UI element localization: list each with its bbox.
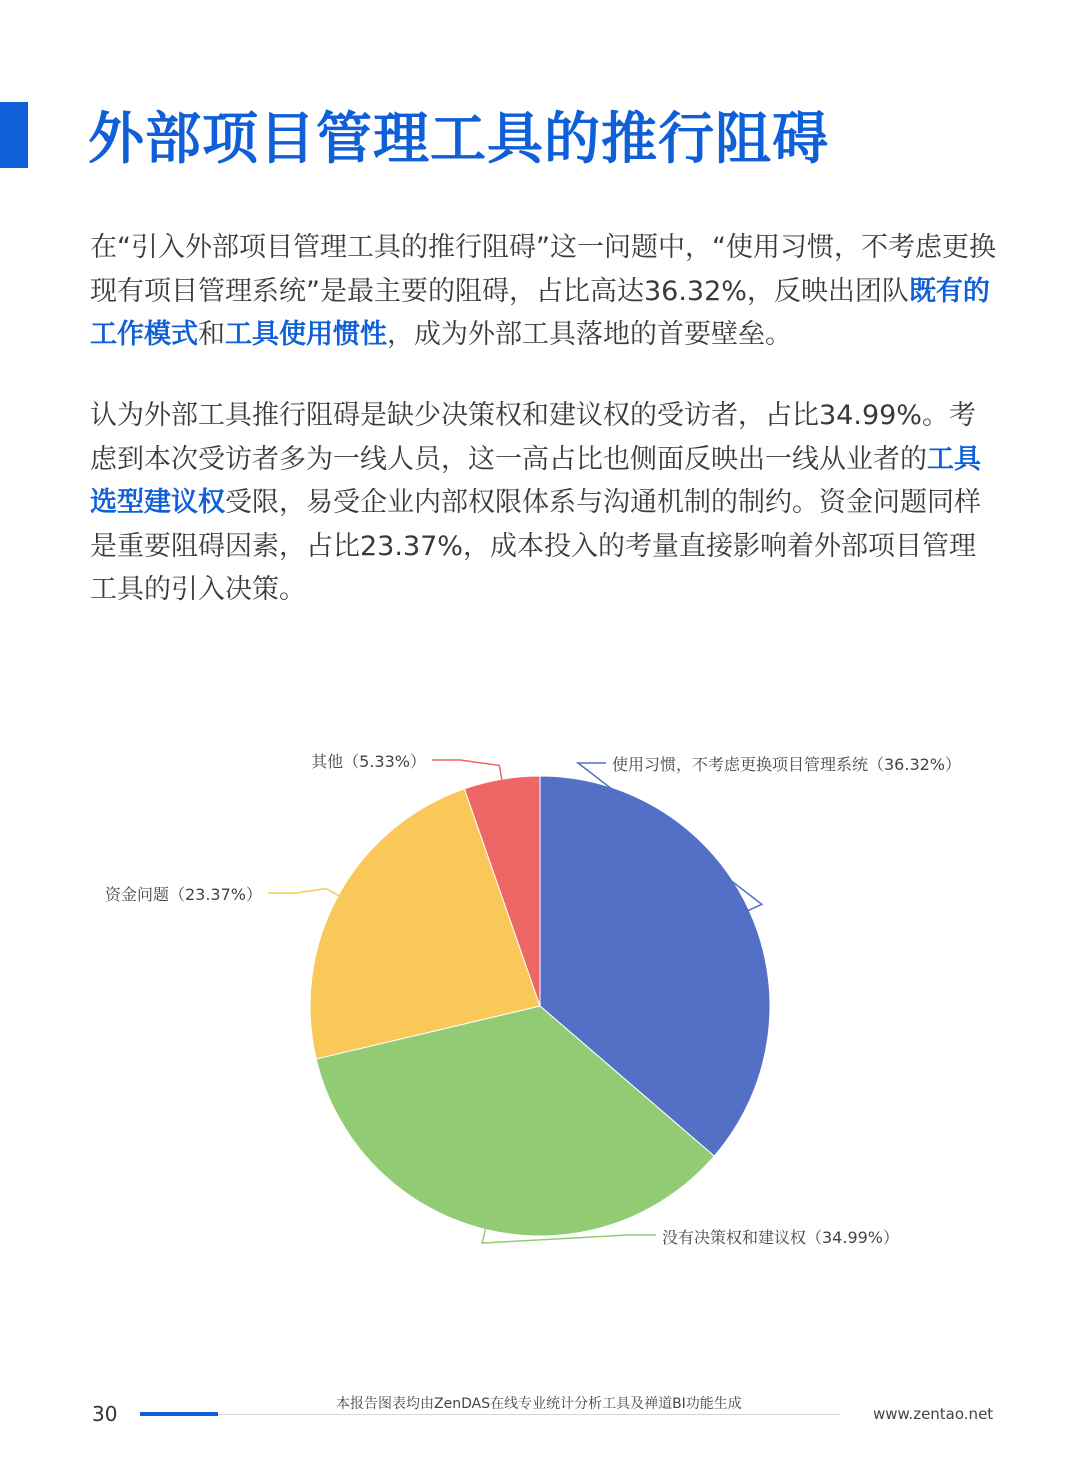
footer-website: www.zentao.net bbox=[873, 1405, 994, 1423]
highlight-tool-inertia: 工具使用惯性 bbox=[225, 319, 387, 350]
footer-note: 本报告图表均由ZenDAS在线专业统计分析工具及禅道BI功能生成 bbox=[336, 1396, 742, 1412]
footer-divider bbox=[140, 1414, 840, 1415]
slice-label: 其他（5.33%） bbox=[311, 752, 426, 771]
page-number: 30 bbox=[92, 1402, 118, 1426]
highlight-work-mode: 既有的工作模式 bbox=[90, 275, 990, 350]
paragraph-2 bbox=[90, 394, 1000, 612]
slice-label: 资金问题（23.37%） bbox=[104, 885, 262, 904]
paragraph-2-text-a: 认为外部工具推行阻碍是缺少决策权和建议权的受访者，占比34.99%。考虑到本次受访者多为一线人员，这一高占比也侧面反映出一线从业者的 bbox=[90, 400, 976, 475]
slice-label: 使用习惯，不考虑更换项目管理系统（36.32%） bbox=[612, 755, 962, 774]
footer-accent-line bbox=[140, 1412, 218, 1416]
paragraph-1-text-a: 在“引入外部项目管理工具的推行阻碍”这一问题中，“使用习惯，不考虑更换现有项目管理系统”是最主要的阻碍，占比高达36.32%，反映出团队 bbox=[90, 232, 996, 307]
title-accent-bar bbox=[0, 102, 28, 168]
paragraph-1-text-b: 和 bbox=[198, 319, 225, 350]
label-leader-line bbox=[432, 760, 502, 781]
paragraph-2-text-b: 受限，易受企业内部权限体系与沟通机制的制约。资金问题同样是重要阻碍因素，占比23.37%，成本投入的考量直接影响着外部项目管理工具的引入决策。 bbox=[90, 487, 981, 605]
highlight-selection-right: 工具选型建议权 bbox=[90, 443, 981, 518]
label-leader-line bbox=[268, 889, 340, 897]
page-title: 外部项目管理工具的推行阻碍 bbox=[88, 107, 829, 172]
paragraph-1-text-c: ，成为外部工具落地的首要壁垒。 bbox=[387, 319, 792, 350]
pie-chart bbox=[0, 700, 1080, 1300]
paragraph-1 bbox=[90, 226, 1000, 357]
slice-label: 没有决策权和建议权（34.99%） bbox=[662, 1228, 900, 1247]
